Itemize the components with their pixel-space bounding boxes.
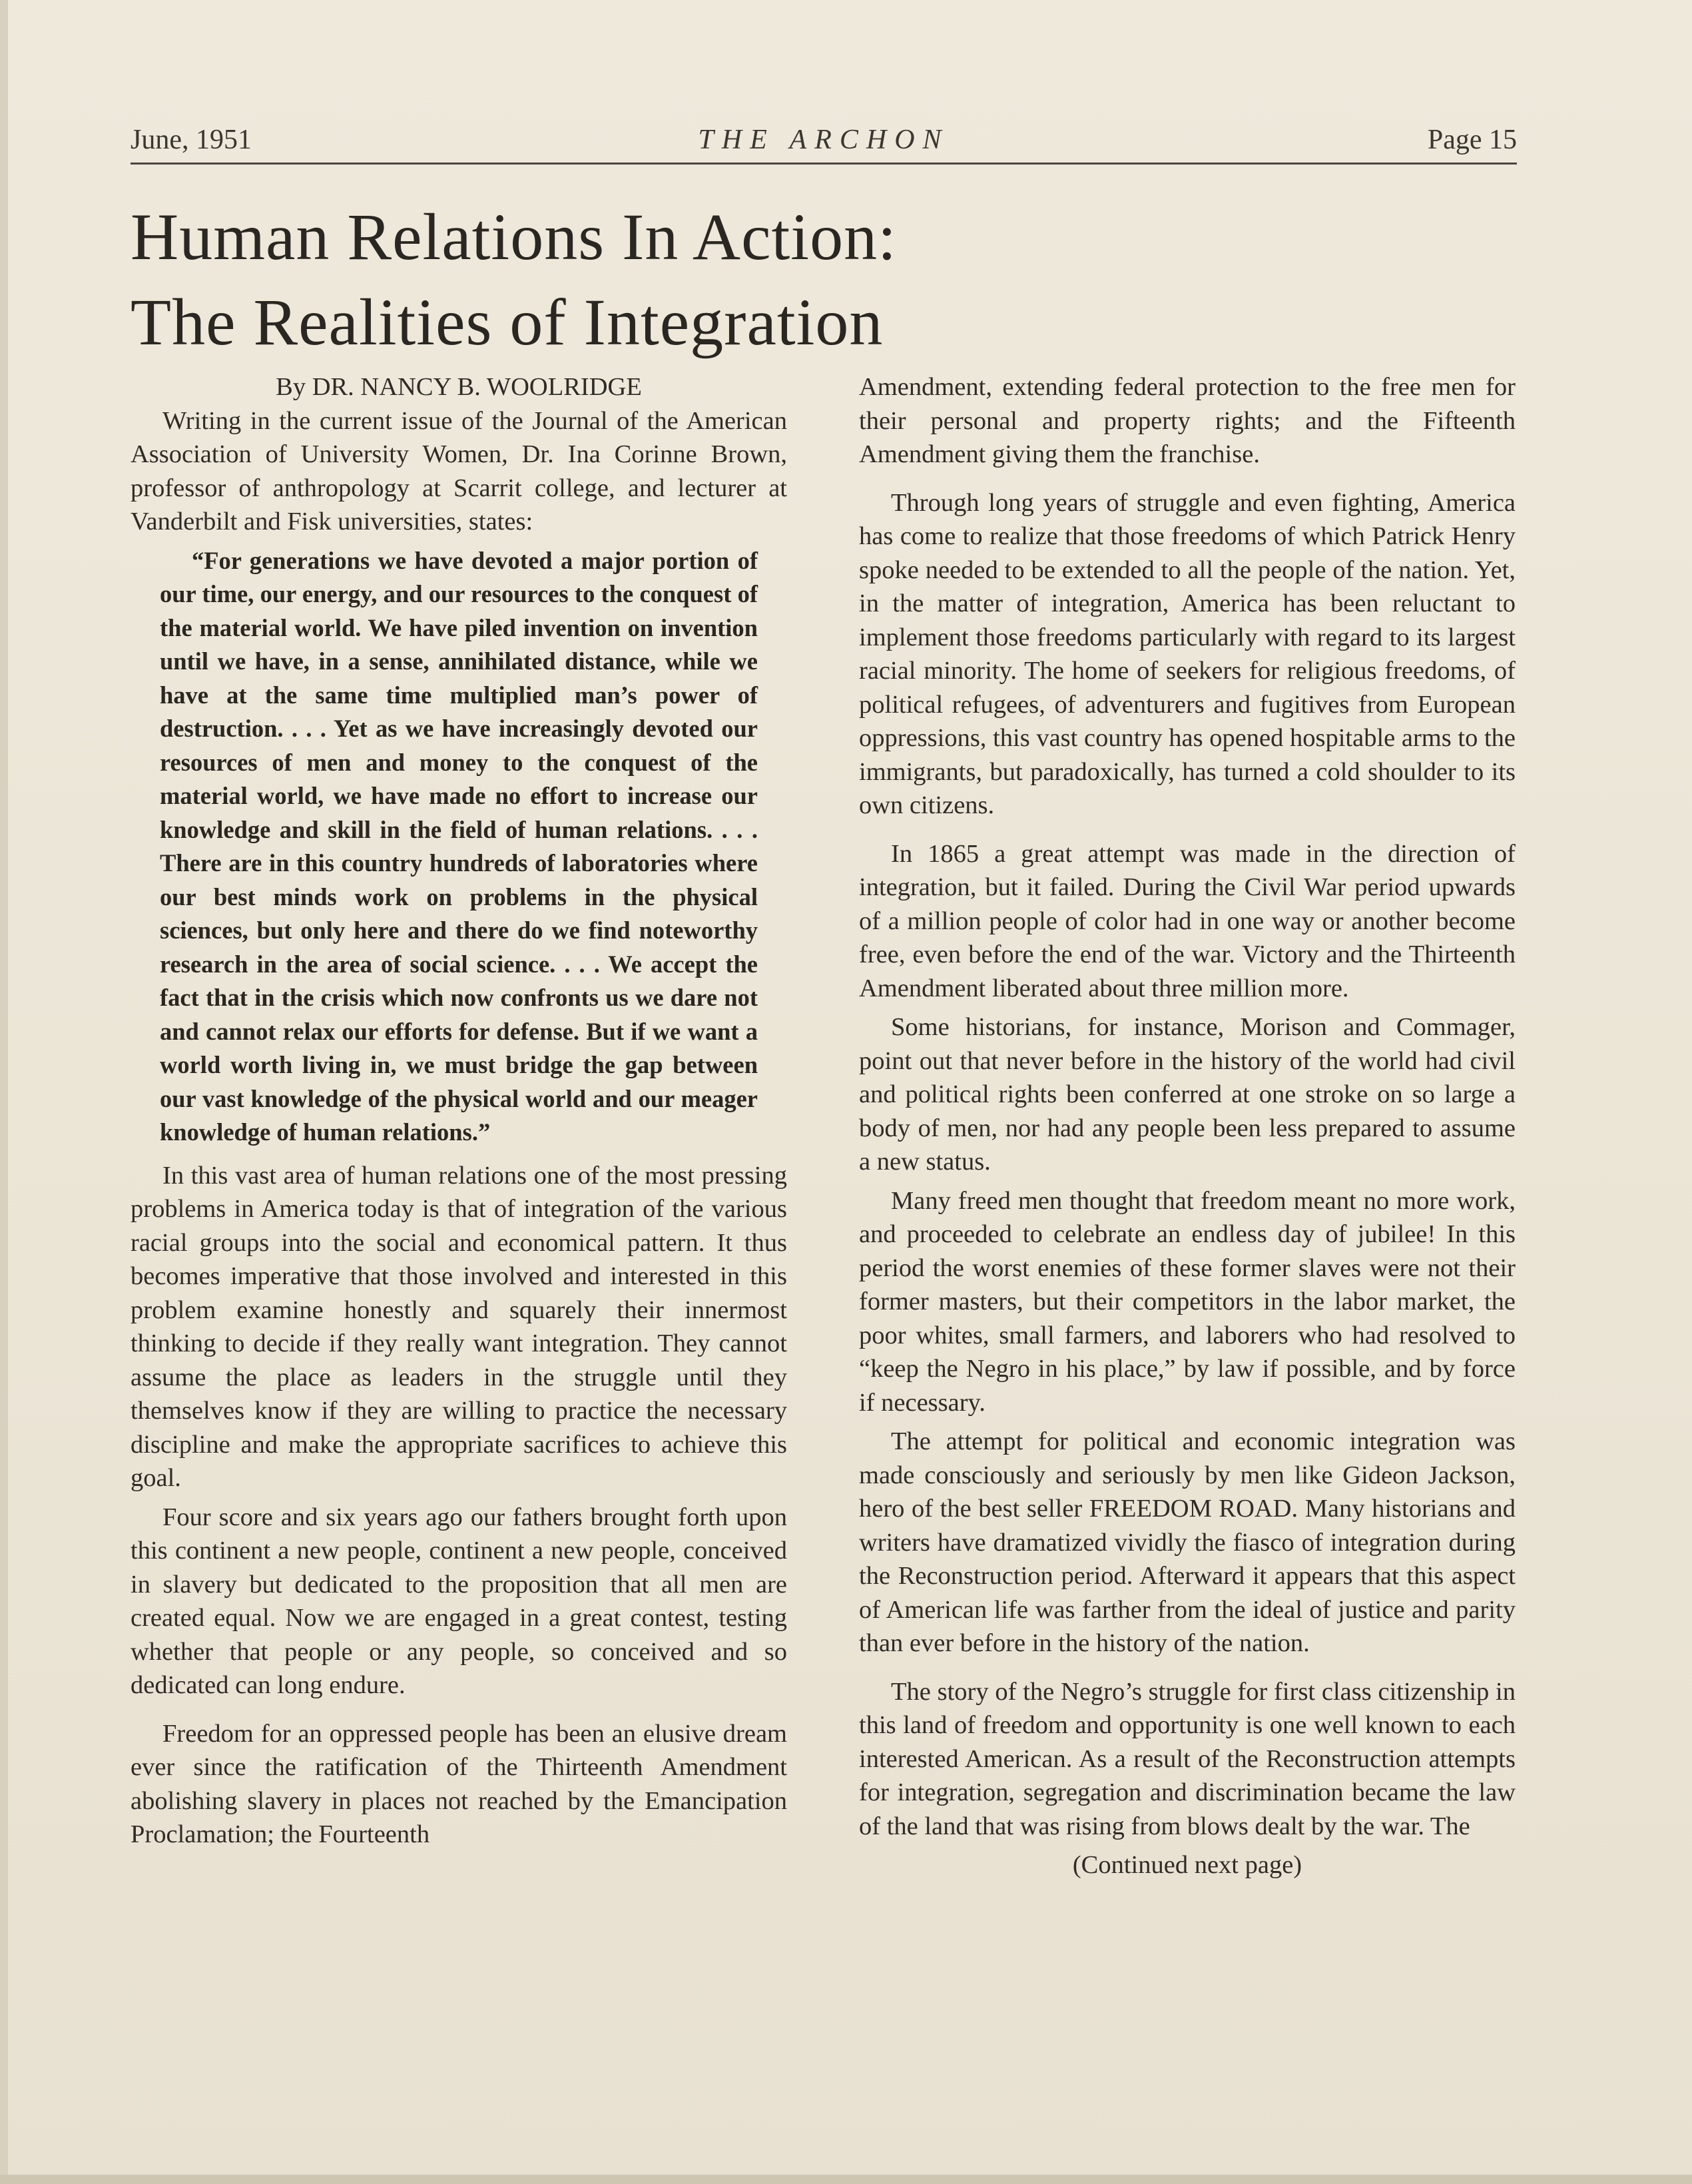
paragraph: Many freed men thought that freedom meant no more work, and proceeded to celebrate an endless day of jubilee! In this period the worst enemies of these former slaves were not their former masters, but their competitors in the labor market, the poor whites, small farmers, and laborers who had resolved to “keep the Negro in his place,” by law if possible, and by force if necessary. (859, 1186, 1516, 1417)
paragraph: Some historians, for instance, Morison and Commager, point out that never before in the history of the world had civil and political rights been conferred at one stroke on so large a body of men, nor had any people been less prepared to assume a new status. (859, 1013, 1516, 1176)
paragraph: Freedom for an oppressed people has been an elusive dream ever since the ratification of the Thirteenth Amendment abolishing slavery in places not reached by the Emancipation Proclamation; the Fourteenth (131, 1719, 787, 1848)
publication-name: THE ARCHON (698, 125, 950, 155)
paragraph: The story of the Negro’s struggle for first class citizenship in this land of freedom and opportunity is one well known to each interested American. As a result of the Reconstruction attempts for integration, segregation and discrimination became the law of the land that was rising from blows dealt by the war. The (859, 1677, 1516, 1840)
paragraph: In this vast area of human relations one of the most pressing problems in America today is that of integration of the various racial groups into the social and economical pattern. It thus becomes imperative that those involved and interested in this problem examine honestly and squarely their innermost thinking to decide if they really want integration. They cannot assume the place as leaders in the struggle until they themselves know if they are willing to practice the necessary discipline and make the appropriate sacrifices to achieve this goal. (131, 1161, 787, 1492)
block-quote (160, 544, 758, 1150)
right-column (859, 370, 1516, 1882)
paragraph: Through long years of struggle and even fighting, America has come to realize that those freedoms of which Patrick Henry spoke needed to be extended to all the people of the nation. Yet, in the matter of integration, America has been reluctant to implement those freedoms particularly with regard to its largest racial minority. The home of seekers for religious freedoms, of political refugees, of adventurers and fugitives from European oppressions, this vast country has opened hospitable arms to the immigrants, but paradoxically, has turned a cold shoulder to its own citizens. (859, 488, 1516, 819)
paragraph: Amendment, extending federal protection to the free men for their personal and property rights; and the Fifteenth Amendment giving them the franchise. (859, 373, 1516, 468)
article-title-line-1: Human Relations In Action: (131, 200, 897, 274)
continued-note: (Continued next page) (1072, 1851, 1302, 1879)
page-number: Page 15 (1427, 125, 1517, 155)
page-bottom-edge (0, 2175, 1692, 2184)
intro-paragraph: Writing in the current issue of the Journal of the American Association of University Women, Dr. Ina Corinne Brown, professor of anthropology at Scarrit college, and lecturer at Vanderbilt and Fisk universities, states: (131, 406, 787, 536)
header-rule (131, 163, 1517, 165)
article-title (131, 194, 1196, 365)
paragraph: Four score and six years ago our fathers brought forth upon this continent a new people, continent a new people, conceived in slavery but dedicated to the proposition that all men are created equal. Now we are engaged in a great contest, testing whether that people or any people, so conceived and so dedicated can long endure. (131, 1503, 787, 1699)
byline: By DR. NANCY B. WOOLRIDGE (276, 373, 642, 401)
article-title-line-2: The Realities of Integration (131, 285, 884, 359)
block-quote-text: “For generations we have devoted a major portion of our time, our energy, and our resources to the conquest of the material world. We have piled invention on invention until we have, in a sense, annihilated distance, while we have at the same time multiplied man’s power of destruction. . . . Yet as we have increasingly devoted our resources of men and money to the conquest of the material world, we have made no effort to increase our knowledge and skill in the field of human relations. . . . There are in this country hundreds of laboratories where our best minds work on problems in the physical sciences, but only here and there do we find noteworthy research in the area of social science. . . . We accept the fact that in the crisis which now confronts us we dare not and cannot relax our efforts for defense. But if we want a world worth living in, we must bridge the gap between our vast knowledge of the physical world and our meager knowledge of human relations.” (160, 546, 758, 1146)
page-left-edge (0, 0, 8, 2184)
paragraph: The attempt for political and economic integration was made consciously and seriously by men like Gideon Jackson, hero of the best seller FREEDOM ROAD. Many historians and writers have dramatized vividly the fiasco of integration during the Reconstruction period. Afterward it appears that this aspect of American life was farther from the ideal of justice and parity than ever before in the history of the nation. (859, 1427, 1516, 1657)
running-header (131, 117, 1517, 164)
paragraph: In 1865 a great attempt was made in the direction of integration, but it failed. During the Civil War period upwards of a million people of color had in one way or another become free, even before the end of the war. Victory and the Thirteenth Amendment liberated about three million more. (859, 839, 1516, 1002)
issue-date: June, 1951 (131, 125, 252, 155)
left-column (131, 370, 787, 1852)
